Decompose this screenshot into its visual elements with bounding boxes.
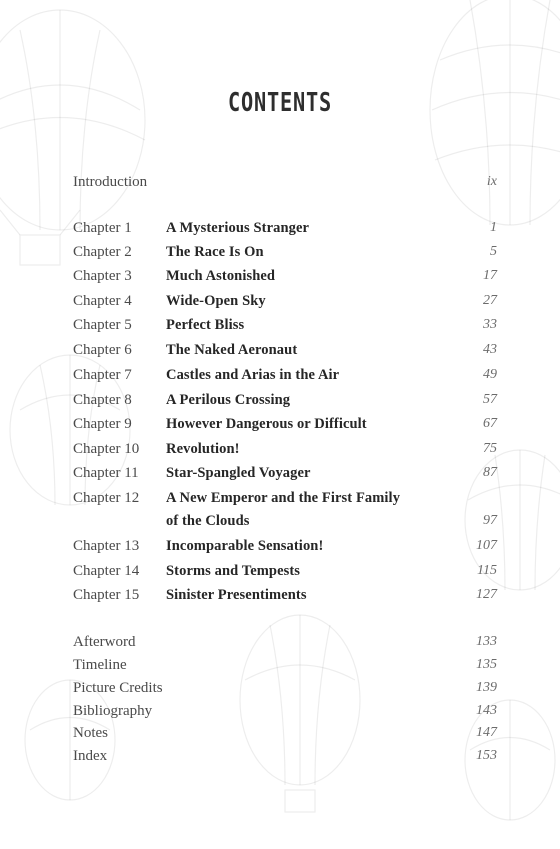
toc-entry-notes[interactable] <box>73 722 497 744</box>
chapter-title: Perfect Bliss <box>166 317 245 333</box>
chapter-title: Much Astonished <box>166 268 276 284</box>
chapter-title-line-2: of the Clouds <box>166 513 250 529</box>
toc-entry-afterword[interactable] <box>73 631 497 653</box>
toc-entry-chapter-3[interactable] <box>73 265 497 287</box>
page-number: 115 <box>477 563 497 578</box>
chapter-label: Chapter 5 <box>73 317 132 333</box>
toc-entry-chapter-12[interactable] <box>73 487 497 509</box>
chapter-title: A Mysterious Stranger <box>166 220 310 236</box>
entry-label: Timeline <box>73 657 127 673</box>
chapter-label: Chapter 13 <box>73 538 140 554</box>
toc-entry-bibliography[interactable] <box>73 700 497 722</box>
page-number: 153 <box>476 748 497 763</box>
page-number: 97 <box>483 513 497 528</box>
chapter-label: Chapter 6 <box>73 342 132 358</box>
toc-entry-chapter-12-continued[interactable] <box>73 510 497 532</box>
toc-entry-chapter-4[interactable] <box>73 290 497 312</box>
chapter-label: Chapter 10 <box>73 441 140 457</box>
page-number: 67 <box>483 416 497 431</box>
page-number: 57 <box>483 392 497 407</box>
page-number: 139 <box>476 680 497 695</box>
chapter-title-line-1: A New Emperor and the First Family <box>166 490 401 506</box>
page-number: 33 <box>483 317 497 332</box>
page-number: 1 <box>490 220 497 235</box>
toc-entry-chapter-2[interactable] <box>73 241 497 263</box>
page-number: 17 <box>483 268 497 283</box>
chapter-label: Chapter 15 <box>73 587 140 603</box>
toc-entry-chapter-13[interactable] <box>73 535 497 557</box>
toc-entry-chapter-6[interactable] <box>73 339 497 361</box>
page-number: 49 <box>483 367 497 382</box>
chapter-label: Chapter 12 <box>73 490 140 506</box>
entry-label: Introduction <box>73 174 148 190</box>
chapter-label: Chapter 14 <box>73 563 140 579</box>
chapter-title: However Dangerous or Difficult <box>166 416 367 432</box>
toc-entry-picture-credits[interactable] <box>73 677 497 699</box>
chapter-label: Chapter 2 <box>73 244 132 260</box>
toc-entry-chapter-10[interactable] <box>73 438 497 460</box>
entry-label: Afterword <box>73 634 136 650</box>
chapter-label: Chapter 3 <box>73 268 132 284</box>
page-number: 43 <box>483 342 497 357</box>
toc-entry-chapter-8[interactable] <box>73 389 497 411</box>
entry-label: Bibliography <box>73 703 153 719</box>
page-number: 87 <box>483 465 497 480</box>
chapter-title: Storms and Tempests <box>166 563 301 579</box>
chapter-title: The Race Is On <box>166 244 264 260</box>
toc-entry-chapter-15[interactable] <box>73 584 497 606</box>
chapter-label: Chapter 11 <box>73 465 139 481</box>
toc-entry-chapter-14[interactable] <box>73 560 497 582</box>
page-number: 143 <box>476 703 497 718</box>
page-title: CONTENTS <box>228 88 332 118</box>
chapter-label: Chapter 4 <box>73 293 132 309</box>
page-number: 5 <box>490 244 497 259</box>
page-number: ix <box>486 174 497 189</box>
toc-entry-chapter-7[interactable] <box>73 364 497 386</box>
chapter-label: Chapter 9 <box>73 416 132 432</box>
entry-label: Notes <box>73 725 108 741</box>
page-number: 135 <box>476 657 497 672</box>
chapter-title: Incomparable Sensation! <box>166 538 324 554</box>
toc-entry-timeline[interactable] <box>73 654 497 676</box>
page-number: 133 <box>476 634 497 649</box>
toc-entry-chapter-5[interactable] <box>73 314 497 336</box>
toc-entry-chapter-11[interactable] <box>73 462 497 484</box>
page-number: 127 <box>476 587 497 602</box>
toc-entry-introduction[interactable] <box>73 171 497 193</box>
chapter-title: Star-Spangled Voyager <box>166 465 311 481</box>
toc-entry-chapter-9[interactable] <box>73 413 497 435</box>
chapter-title: A Perilous Crossing <box>166 392 291 408</box>
page-number: 107 <box>476 538 497 553</box>
entry-label: Index <box>73 748 108 764</box>
chapter-label: Chapter 1 <box>73 220 132 236</box>
page-number: 147 <box>476 725 497 740</box>
chapter-title: The Naked Aeronaut <box>166 342 298 358</box>
toc-entry-chapter-1[interactable] <box>73 217 497 239</box>
entry-label: Picture Credits <box>73 680 163 696</box>
chapter-label: Chapter 8 <box>73 392 132 408</box>
chapter-title: Wide-Open Sky <box>166 293 266 309</box>
page-number: 75 <box>483 441 497 456</box>
chapter-title: Castles and Arias in the Air <box>166 367 340 383</box>
chapter-title: Sinister Presentiments <box>166 587 307 603</box>
chapter-title: Revolution! <box>166 441 240 457</box>
page-number: 27 <box>483 293 497 308</box>
chapter-label: Chapter 7 <box>73 367 132 383</box>
toc-entry-index[interactable] <box>73 745 497 767</box>
